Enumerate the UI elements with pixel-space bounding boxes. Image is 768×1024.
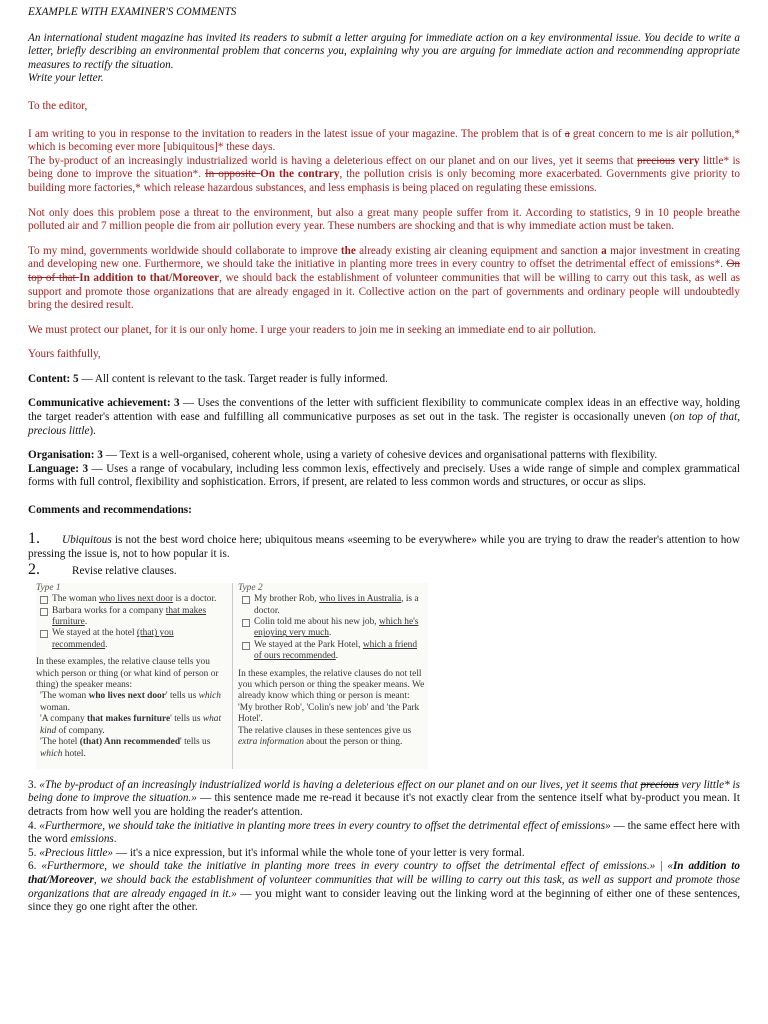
letter-paragraph-4: To my mind, governments worldwide should collaborate to improve the already existing air cleaning equipment and sanction a major investment in creating and developing new one. Furthermore, we should take the initiative in planting more trees in every country to offset the detrimental effect of emissions*. On top of that In addition to that/Moreover, we should back the establishment of volunteer communities that will be willing to carry out this task, as well as support and promote those organizations that are already engaged in it. Collective action on the part of governments and ordinary people will undoubtedly bring the desired result. — [28, 244, 740, 312]
document-page — [28, 6, 740, 915]
comment-4: 4. «Furthermore, we should take the initiative in planting more trees in every country to offset the detrimental effect of emissions» — the same effect here with the word emissions. — [28, 819, 741, 846]
type-1-note: 'A company that makes furniture' tells us what kind of company. — [40, 714, 222, 736]
document-heading: EXAMPLE WITH EXAMINER'S COMMENTS — [28, 6, 237, 18]
example-bullet: We stayed at the Park Hotel, which a friend of ours recommended. — [242, 640, 426, 663]
figure-divider — [232, 583, 233, 769]
checkbox-square-icon — [40, 630, 48, 638]
type-1-note: 'The hotel (that) Ann recommended' tells us which hotel. — [40, 737, 211, 759]
letter-paragraph-2: The by-product of an increasingly industrialized world is having a deleterious effect on our planet and on our lives, yet it seems that precious very little* is being done to improve the situation*. In opposite On the contrary, the pollution crisis is only becoming more exacerbated. Governments give priority to building more factories,* which release hazardous substances, and less emphasis is being placed on regulating these emissions. — [28, 154, 741, 194]
comment-1: 1. Ubiquitous is not the best word choice here; ubiquitous means «seeming to be everywhere» while you are trying to draw the reader's attention to how pressing the issue is, not to how popular it is. — [28, 529, 740, 560]
letter-paragraph-1: I am writing to you in response to the invitation to readers in the latest issue of your magazine. The problem that is of a great concern to me is air pollution,* which is becoming ever more [ubiquitous]* these days. — [28, 127, 740, 154]
type-1-column — [36, 583, 224, 760]
assessment-language: Language: 3 — Uses a range of vocabulary, including less common lexis, effectively and precisely. Uses a wide range of simple and complex grammatical forms with full control, flexibility and sophistication. Errors, if present, are related to less common words and structures, or occur as slips. — [28, 462, 740, 489]
assessment-content: Content: 5 — All content is relevant to the task. Target reader is fully informed. — [28, 372, 388, 385]
checkbox-square-icon — [242, 596, 250, 604]
comments-title: Comments and recommendations: — [28, 504, 192, 517]
letter-paragraph-5: We must protect our planet, for it is our only home. I urge your readers to join me in seeking an immediate end to air pollution. — [28, 323, 597, 336]
example-bullet: Barbara works for a company that makes furniture. — [40, 606, 224, 629]
assessment-organisation: Organisation: 3 — Text is a well-organised, coherent whole, using a variety of cohesive devices and organisational patterns with flexibility. — [28, 449, 658, 462]
checkbox-square-icon — [40, 596, 48, 604]
type-2-column — [238, 583, 426, 749]
comment-3: 3. «The by-product of an increasingly industrialized world is having a deleterious effect on our planet and on our lives, yet it seems that precious very little* is being done to improve the situation.» — this sentence made me re-read it because it's not exactly clear from the sentence itself what by-product you mean. It detracts from how well you are holding the reader's attention. — [28, 778, 740, 818]
example-bullet: We stayed at the hotel (that) you recommended. — [40, 628, 224, 651]
correction-strike: In opposite — [204, 168, 261, 181]
letter-paragraph-3: Not only does this problem pose a threat to the environment, but also a great many people suffer from it. According to statistics, 9 in 10 people breathe polluted air and 7 million people die from air pollution every year. These numbers are shocking and that is why immediate action must be taken. — [28, 206, 740, 233]
type-1-note: 'The woman who lives next door' tells us which woman. — [40, 691, 221, 713]
type-2-note: The relative clauses in these sentences give us extra information about the person or thing. — [238, 725, 412, 748]
correction-insert: On the contrary — [260, 168, 340, 181]
task-instruction: Write your letter. — [28, 72, 104, 85]
type-1-title: Type 1 — [36, 582, 61, 593]
correction-insert: the — [340, 244, 356, 257]
example-bullet: Colin told me about his new job, which he's enjoying very much. — [242, 617, 426, 640]
checkbox-square-icon — [242, 642, 250, 650]
letter-salutation: To the editor, — [28, 99, 88, 112]
assessment-communicative: Communicative achievement: 3 — Uses the conventions of the letter with sufficient flexibility to communicate complex ideas in an effective way, holding the target reader's attention with ease and fulfilling all communicative purposes as set out in the task. The register is occasionally uneven (on top of that, precious little). — [28, 397, 740, 437]
letter — [28, 100, 740, 362]
comment-2: 2. Revise relative clauses. — [28, 561, 177, 579]
type-2-examples — [238, 594, 426, 662]
example-bullet: The woman who lives next door is a doctor. — [40, 594, 224, 605]
letter-closing: Yours faithfully, — [28, 348, 101, 361]
correction-insert: a — [601, 244, 607, 257]
checkbox-square-icon — [40, 608, 48, 616]
type-2-title: Type 2 — [238, 582, 263, 593]
comment-6: 6. «Furthermore, we should take the initiative in planting more trees in every country to offset the detrimental effect of emissions.» | «In addition to that/Moreover, we should back the establishment of volunteer communities that will be willing to carry out this task, as well as support and promote those organizations that are already engaged in it.» — you might want to consider leaving out the linking word at the beginning of either one of these sentences, since they go one right after the other. — [28, 860, 741, 914]
correction-insert: In addition to that/Moreover — [79, 271, 220, 284]
type-1-examples — [36, 594, 224, 651]
checkbox-square-icon — [242, 619, 250, 627]
correction-insert: very — [674, 154, 700, 167]
example-bullet: My brother Rob, who lives in Australia, is a doctor. — [242, 594, 426, 617]
relative-clauses-figure — [36, 583, 428, 769]
type-1-explanation: In these examples, the relative clause tells you which person or thing (or what kind of person or thing) the speaker means: — [36, 657, 219, 691]
type-2-explanation: In these examples, the relative clauses do not tell you which person or thing the speaker means. We already know which thing or person is meant: 'My brother Rob', 'Colin's new job' and 'the Park Hotel'. — [238, 668, 425, 725]
comment-5: 5. «Precious little» — it's a nice expression, but it's informal while the whole tone of your letter is very formal. — [28, 846, 525, 859]
correction-strike: a — [564, 127, 570, 140]
task-prompt-text: An international student magazine has invited its readers to submit a letter arguing for immediate action on a key environmental issue. You decide to write a letter, briefly describing an environmental problem that concerns you, explaining why you are arguing for immediate action and recommending appropriate measures to rectify the situation. — [28, 31, 740, 71]
correction-strike: precious — [636, 154, 675, 167]
task-prompt — [28, 32, 740, 86]
correction-strike: On top of that — [28, 258, 740, 284]
